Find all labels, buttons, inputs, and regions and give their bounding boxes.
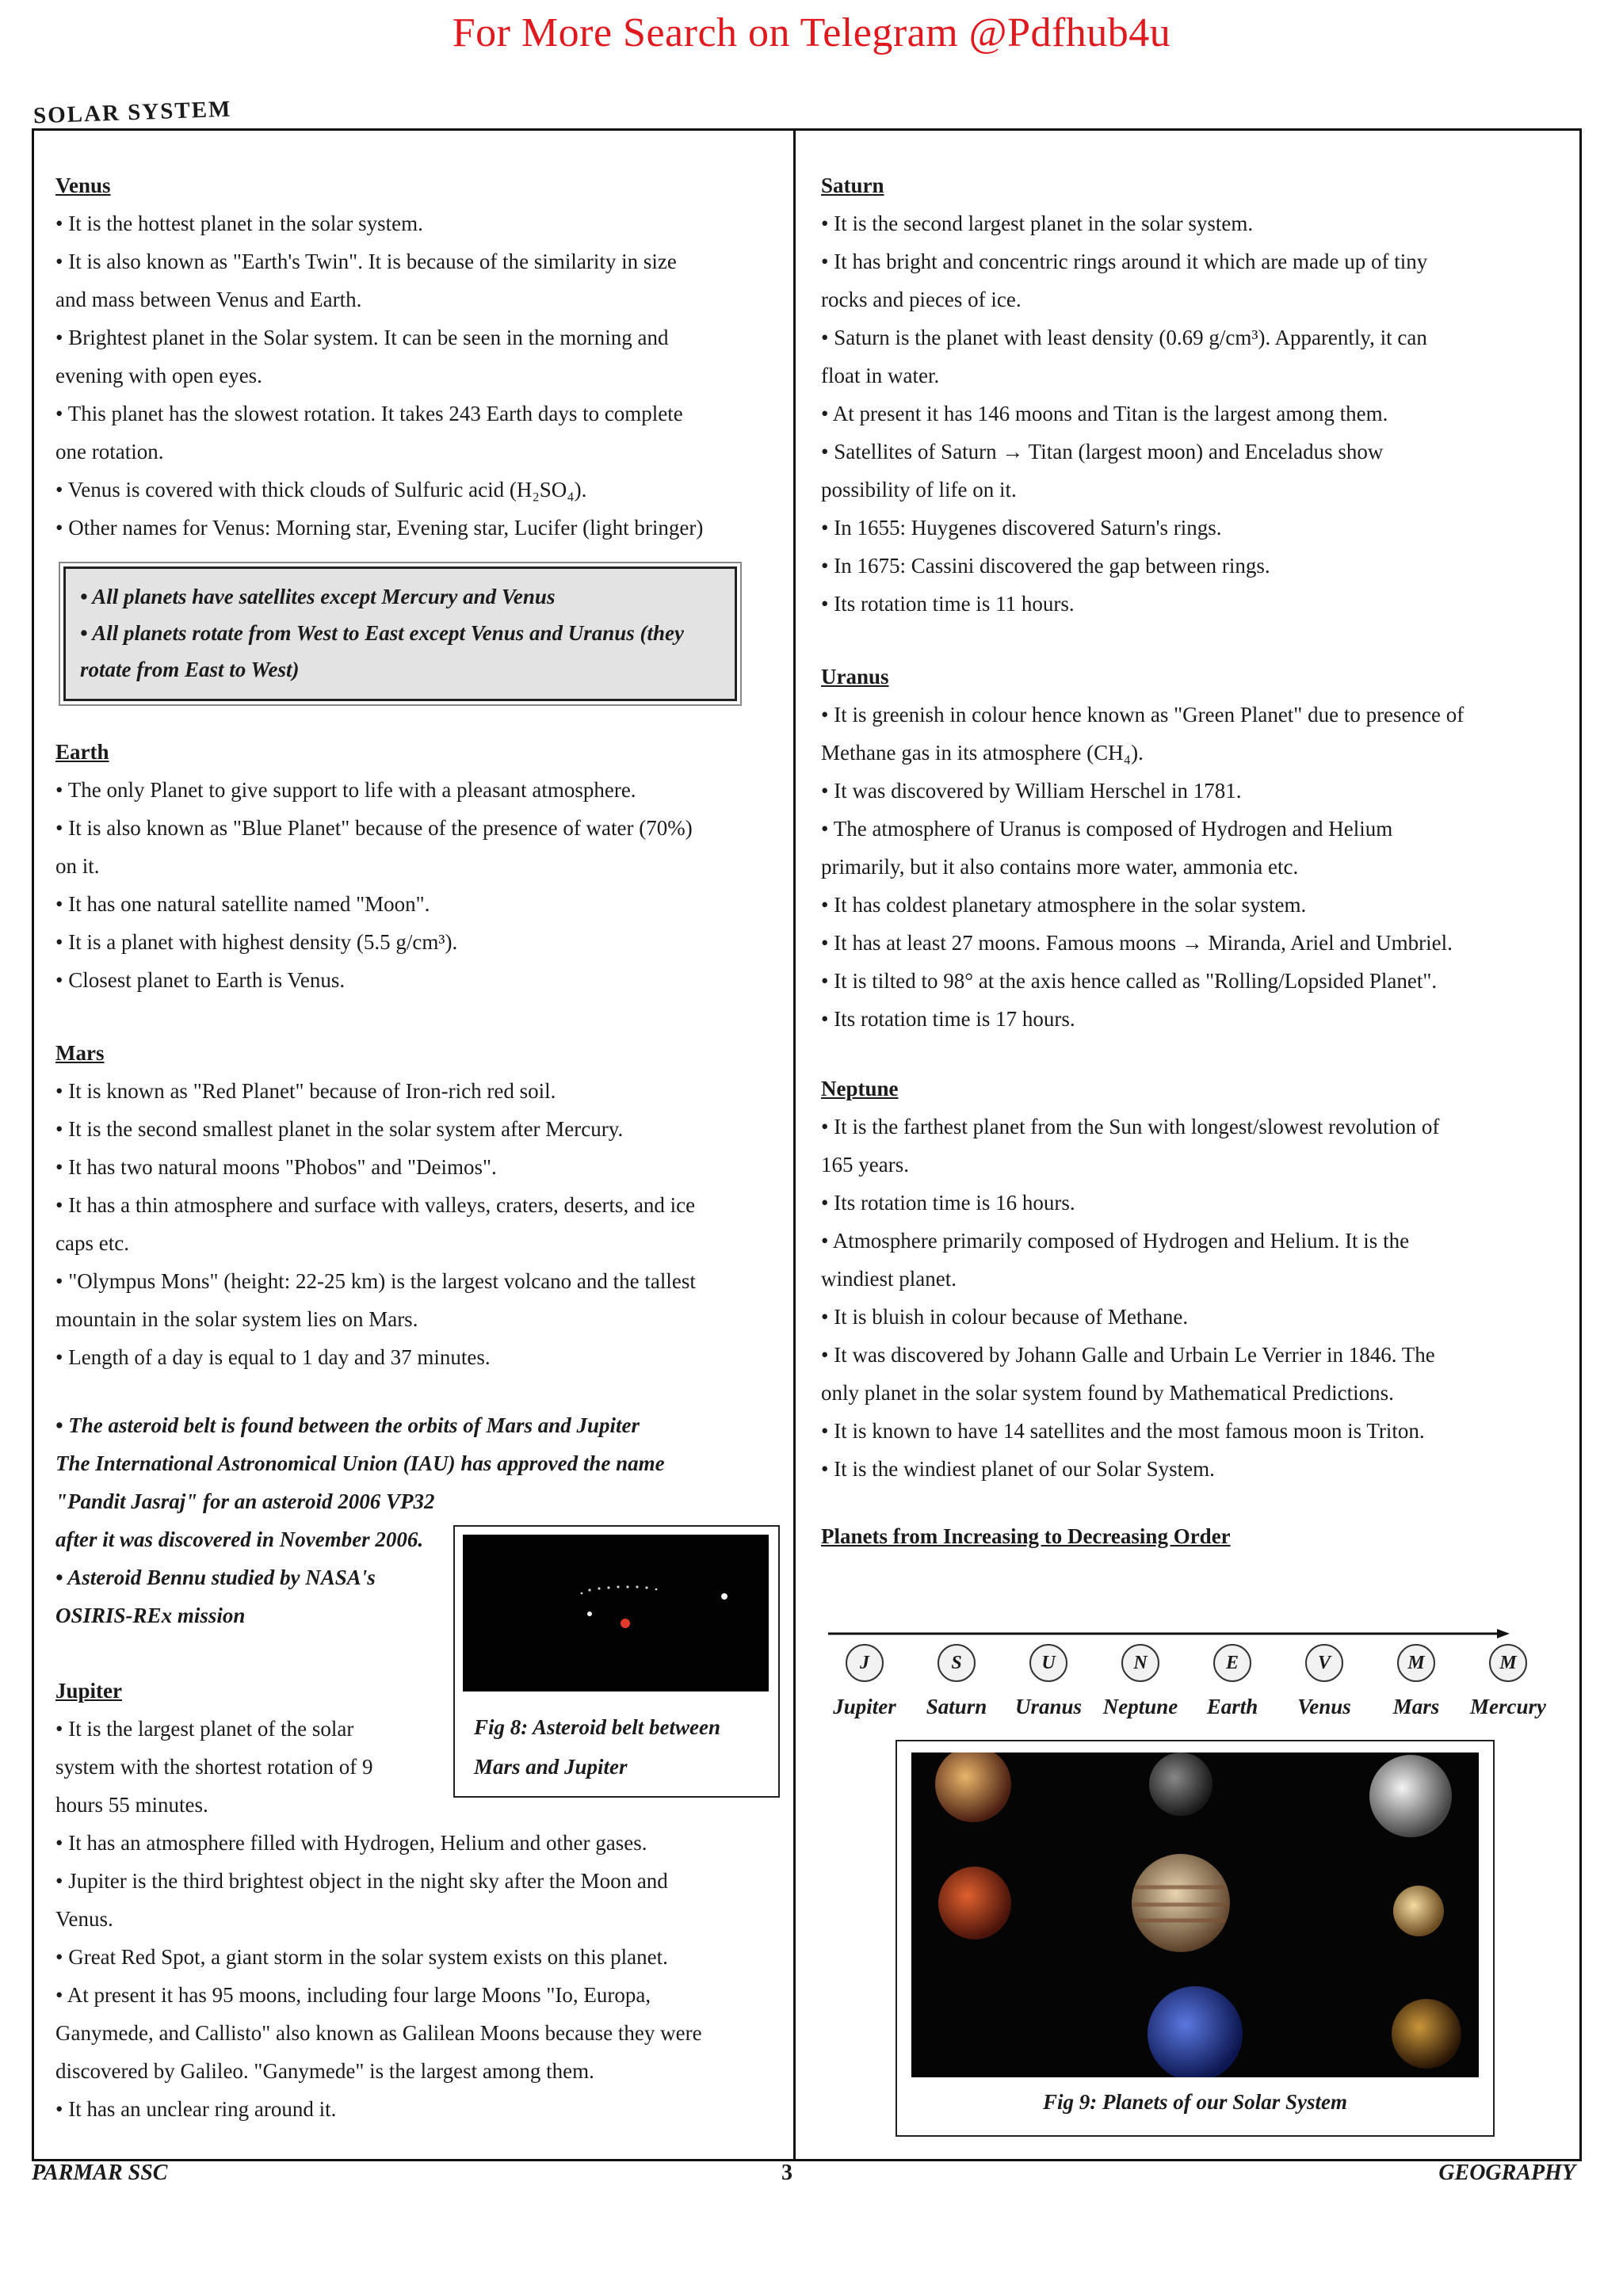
text-line: 165 years. [821,1153,909,1177]
mars-lines [55,1072,769,1376]
planet-name: Venus [1297,1695,1351,1718]
note-box [63,566,737,701]
text-line: • It has bright and concentric rings around it which are made up of tiny [821,250,1428,273]
text-line: primarily, but it also contains more water, ammonia etc. [821,855,1299,879]
text-line: • It is a planet with highest density (5.5 g/cm³). [55,930,458,954]
text-line: • The atmosphere of Uranus is composed of Hydrogen and Helium [821,817,1393,841]
text-line: and mass between Venus and Earth. [55,288,362,311]
text-line: • The only Planet to give support to life with a pleasant atmosphere. [55,778,636,802]
text-line: • The asteroid belt is found between the orbits of Mars and Jupiter [55,1413,640,1437]
planet-letter-icon: E [1213,1644,1251,1682]
text-line: • It is known to have 14 satellites and the most famous moon is Triton. [821,1419,1425,1443]
planet-order-item [1005,1644,1092,1719]
text-line: • It has a thin atmosphere and surface with valleys, craters, deserts, and ice [55,1193,696,1217]
text-line: • It was discovered by Johann Galle and Urbain Le Verrier in 1846. The [821,1343,1435,1367]
saturn-section [821,166,1550,623]
text-line: • Satellites of Saturn → Titan (largest moon) and Enceladus show [821,440,1384,463]
text-line: The International Astronomical Union (IAU) has approved the name [55,1451,665,1475]
text-line: • Other names for Venus: Morning star, Evening star, Lucifer (light bringer) [55,516,704,540]
text-line: after it was discovered in November 2006. [55,1527,424,1551]
column-divider [793,128,796,2159]
planet-name: Saturn [926,1695,987,1718]
footer-brand: PARMAR SSC [32,2161,168,2185]
text-line: • It is bluish in colour because of Methane. [821,1305,1189,1329]
fig9-caption: Fig 9: Planets of our Solar System [1042,2090,1348,2114]
text-line: • It is the windiest planet of our Solar System. [821,1457,1215,1481]
text-line: "Pandit Jasraj" for an asteroid 2006 VP32 [55,1489,435,1513]
planet-order-item [913,1644,1000,1719]
text-line: • It is the second largest planet in the solar system. [821,212,1254,235]
planet-order-item [1373,1644,1460,1719]
text-line: • Its rotation time is 11 hours. [821,592,1075,616]
planet-name: Earth [1206,1695,1258,1718]
planets-image [911,1753,1479,2077]
venus-lines [55,204,769,547]
text-line: • At present it has 95 moons, including four large Moons "Io, Europa, [55,1983,651,2007]
text-line: • It has an unclear ring around it. [55,2097,337,2121]
jupiter-heading: Jupiter [55,1679,122,1703]
planet-letter-icon: J [846,1644,884,1682]
text-line: • Length of a day is equal to 1 day and 37 minutes. [55,1345,491,1369]
footer-subject: GEOGRAPHY [1438,2161,1575,2185]
fig8-figure [453,1525,780,1798]
jupiter-lines-narrow [55,1710,452,1824]
fig9-figure [896,1740,1495,2137]
page-number: 3 [781,2161,792,2185]
text-line: • Closest planet to Earth is Venus. [55,968,346,992]
planet-name: Mercury [1470,1695,1546,1718]
mars-heading: Mars [55,1041,105,1065]
text-line: float in water. [821,364,940,387]
planet-order-item [1281,1644,1368,1719]
text-line: • Its rotation time is 17 hours. [821,1007,1075,1031]
order-heading: Planets from Increasing to Decreasing Order [821,1524,1231,1548]
text-line: • It is the farthest planet from the Sun with longest/slowest revolution of [821,1115,1440,1138]
text-line: • "Olympus Mons" (height: 22-25 km) is the largest volcano and the tallest [55,1269,696,1293]
text-line: • It is known as "Red Planet" because of Iron-rich red soil. [55,1079,556,1103]
text-line: • It has an atmosphere filled with Hydrogen, Helium and other gases. [55,1831,647,1855]
left-column [55,166,769,547]
text-line: possibility of life on it. [821,478,1017,502]
text-line: discovered by Galileo. "Ganymede" is the largest among them. [55,2059,594,2083]
text-line: rotate from East to West) [80,658,300,681]
text-line: • It has coldest planetary atmosphere in the solar system. [821,893,1307,917]
order-section [821,1517,1550,1555]
text-line: caps etc. [55,1231,129,1255]
text-line: rocks and pieces of ice. [821,288,1022,311]
text-line: • At present it has 146 moons and Titan is the largest among them. [821,402,1388,425]
text-line: one rotation. [55,440,164,463]
text-line: • In 1655: Huygenes discovered Saturn's rings. [821,516,1222,540]
planet-order-item [821,1644,908,1719]
text-line: • Great Red Spot, a giant storm in the solar system exists on this planet. [55,1945,668,1969]
planet-letter-icon: V [1305,1644,1343,1682]
order-arrow [828,1629,1510,1638]
text-line: • It is greenish in colour hence known as "Green Planet" due to presence of [821,703,1465,727]
text-line: • Asteroid Bennu studied by NASA's [55,1566,376,1589]
text-line: • It is the hottest planet in the solar system. [55,212,423,235]
jupiter-lines [55,1824,785,2128]
text-line: • Jupiter is the third brightest object in the night sky after the Moon and [55,1869,668,1893]
planet-name: Mars [1392,1695,1440,1718]
text-line: • Saturn is the planet with least density (0.69 g/cm³). Apparently, it can [821,326,1427,349]
planet-letter-icon: U [1029,1644,1067,1682]
text-line: Ganymede, and Callisto" also known as Galilean Moons because they were [55,2021,702,2045]
venus-heading: Venus [55,174,111,197]
text-line: • It is also known as "Blue Planet" because of the presence of water (70%) [55,816,693,840]
text-line: • It has one natural satellite named "Moon". [55,892,430,916]
uranus-heading: Uranus [821,665,889,688]
text-line: • It is the largest planet of the solar [55,1717,354,1741]
mars-section [55,1034,769,1376]
text-line: Methane gas in its atmosphere (CH₄). [821,741,1144,765]
text-line: mountain in the solar system lies on Mars. [55,1307,418,1331]
planet-order-row [821,1644,1550,1731]
earth-lines [55,771,769,999]
saturn-lines [821,204,1550,623]
asteroid-belt-image [463,1535,769,1691]
note-lines [80,578,720,688]
text-line: windiest planet. [821,1267,957,1291]
text-line: • It is the second smallest planet in the solar system after Mercury. [55,1117,624,1141]
text-line: • Venus is covered with thick clouds of Sulfuric acid (H₂SO₄). [55,478,587,502]
text-line: • All planets rotate from West to East except Venus and Uranus (they [80,621,685,645]
planet-letter-icon: M [1489,1644,1527,1682]
text-line: • This planet has the slowest rotation. It takes 243 Earth days to complete [55,402,683,425]
text-line: • Its rotation time is 16 hours. [821,1191,1075,1215]
neptune-heading: Neptune [821,1077,899,1100]
jupiter-section [55,1672,452,1824]
earth-heading: Earth [55,740,109,764]
text-line: only planet in the solar system found by Mathematical Predictions. [821,1381,1394,1405]
planet-order-item [1189,1644,1276,1719]
planet-letter-icon: N [1121,1644,1159,1682]
planet-name: Uranus [1014,1695,1083,1718]
section-tag: SOLAR SYSTEM [32,96,232,129]
text-line: hours 55 minutes. [55,1793,208,1817]
neptune-section [821,1070,1550,1488]
text-line: • It has at least 27 moons. Famous moons → Miranda, Ariel and Umbriel. [821,931,1453,955]
text-line: • All planets have satellites except Mercury and Venus [80,585,556,608]
text-line: • It is tilted to 98° at the axis hence called as "Rolling/Lopsided Planet". [821,969,1438,993]
planet-order-item [1097,1644,1184,1719]
earth-section [55,733,769,999]
text-line: evening with open eyes. [55,364,262,387]
text-line: • Atmosphere primarily composed of Hydrogen and Helium. It is the [821,1229,1410,1253]
text-line: on it. [55,854,100,878]
uranus-lines [821,696,1550,1038]
text-line: • It has two natural moons "Phobos" and "Deimos". [55,1155,497,1179]
text-line: OSIRIS-REx mission [55,1604,246,1627]
text-line: • It is also known as "Earth's Twin". It is because of the similarity in size [55,250,677,273]
uranus-section [821,658,1550,1038]
planet-name: Jupiter [833,1695,896,1718]
text-line: • In 1675: Cassini discovered the gap between rings. [821,554,1270,578]
text-line: • Brightest planet in the Solar system. It can be seen in the morning and [55,326,669,349]
saturn-heading: Saturn [821,174,884,197]
neptune-lines [821,1108,1550,1488]
text-line: Venus. [55,1907,113,1931]
telegram-banner: For More Search on Telegram @Pdfhub4u [452,10,1171,55]
planet-name: Neptune [1102,1695,1178,1718]
planet-letter-icon: M [1397,1644,1435,1682]
jupiter-section-cont [55,1824,785,2128]
planet-letter-icon: S [938,1644,976,1682]
text-line: system with the shortest rotation of 9 [55,1755,373,1779]
text-line: • It was discovered by William Herschel in 1781. [821,779,1242,803]
fig8-caption: Fig 8: Asteroid belt between Mars and Jupiter [474,1715,720,1779]
planet-order-item [1465,1644,1552,1719]
